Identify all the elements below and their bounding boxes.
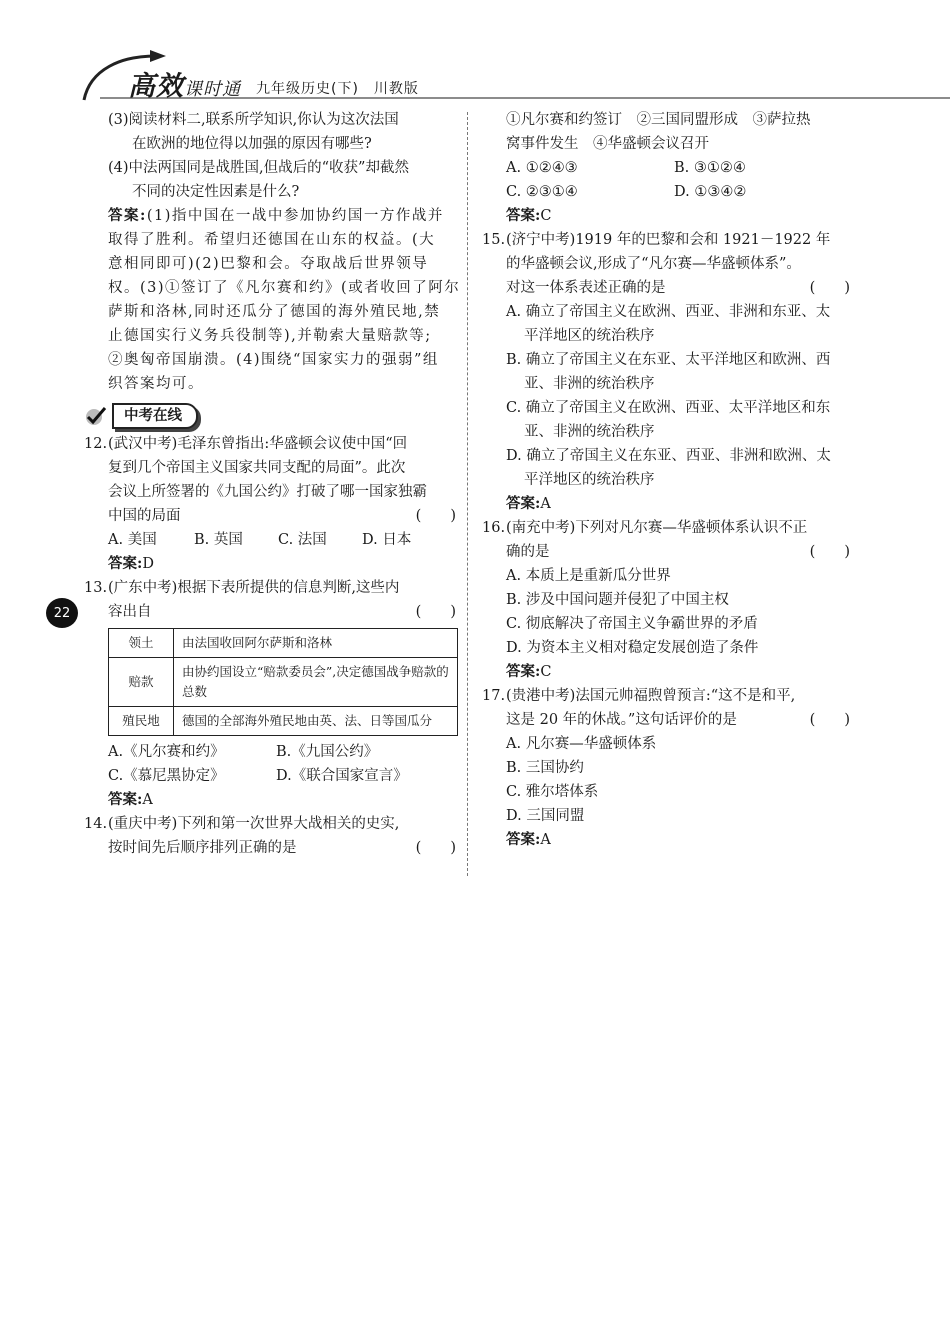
- option-line: A. 确立了帝国主义在欧洲、西亚、非洲和东亚、太: [506, 304, 831, 320]
- q4-line: 不同的决定性因素是什么?: [132, 184, 300, 200]
- question-line: [482, 708, 854, 732]
- question-text: (重庆中考)下列和第一次世界大战相关的史实,: [108, 816, 400, 832]
- question-line: [84, 432, 460, 456]
- answer-line: [482, 492, 854, 516]
- question-line: [84, 600, 460, 624]
- option: D. 日本: [362, 532, 412, 548]
- question-number: 17.: [482, 688, 506, 704]
- option-line: 亚、非洲的统治秩序: [524, 376, 655, 392]
- option-line: B. 三国协约: [506, 760, 584, 776]
- option-line: 平洋地区的统治秩序: [524, 328, 655, 344]
- question-number: 14.: [84, 816, 108, 832]
- answer-bracket: ( ): [809, 544, 850, 560]
- page-header: [0, 0, 950, 108]
- right-column: [482, 108, 854, 852]
- answer-bracket: ( ): [415, 840, 456, 856]
- option: B.《九国公约》: [276, 744, 379, 760]
- answer-bracket: ( ): [415, 508, 456, 524]
- options-row: [84, 740, 460, 764]
- option-line: A. 凡尔赛—华盛顿体系: [506, 736, 657, 752]
- answer-label: 答案:: [506, 831, 541, 848]
- answer-label: 答案:: [108, 791, 143, 808]
- options-row: [482, 156, 854, 180]
- answer-line: ②奥匈帝国崩溃。(4)围绕“国家实力的强弱”组: [108, 352, 439, 368]
- question-text: (南充中考)下列对凡尔赛—华盛顿体系认识不正: [506, 520, 808, 536]
- question-line: ①凡尔赛和约签订 ②三国同盟形成 ③萨拉热: [506, 112, 811, 128]
- question-text: 按时间先后顺序排列正确的是: [108, 840, 297, 856]
- question-line: [482, 684, 854, 708]
- answer-label: 答案:: [108, 207, 147, 224]
- option-line: 平洋地区的统治秩序: [524, 472, 655, 488]
- answer-text: (1)指中国在一战中参加协约国一方作战并: [146, 208, 444, 224]
- q3-line: (3)阅读材料二,联系所学知识,你认为这次法国: [108, 112, 399, 128]
- answer-line: 意相同即可)(2)巴黎和会。夺取战后世界领导: [108, 256, 429, 272]
- section-title: 中考在线: [112, 403, 198, 429]
- brand-main: 高效: [128, 71, 184, 102]
- answer-text: D: [142, 556, 154, 572]
- question-text: (广东中考)根据下表所提供的信息判断,这些内: [108, 580, 400, 596]
- option: A. ①②④③: [506, 160, 578, 176]
- answer-text: A: [540, 832, 551, 848]
- answer-line: 织答案均可。: [108, 376, 204, 392]
- option: B. 英国: [194, 532, 243, 548]
- option: D. ①③④②: [674, 184, 747, 200]
- option-line: C. 雅尔塔体系: [506, 784, 599, 800]
- answer-line: [482, 828, 854, 852]
- answer-line: 萨斯和洛林,同时还瓜分了德国的海外殖民地,禁: [108, 304, 441, 320]
- option-line: B. 确立了帝国主义在东亚、太平洋地区和欧洲、西: [506, 352, 831, 368]
- question-text: (济宁中考)1919 年的巴黎和会和 1921－1922 年: [506, 232, 831, 248]
- question-line: [482, 540, 854, 564]
- question-text: (贵港中考)法国元帅福煦曾预言:“这不是和平,: [506, 688, 796, 704]
- q4-line: (4)中法两国同是战胜国,但战后的“收获”却截然: [108, 160, 409, 176]
- answer-text: C: [540, 664, 552, 680]
- question-text: 这是 20 年的休战。”这句话评价的是: [506, 712, 737, 728]
- left-column: [84, 108, 460, 860]
- question-text: (武汉中考)毛泽东曾指出:华盛顿会议使中国“回: [108, 436, 408, 452]
- answer-label: 答案:: [506, 495, 541, 512]
- question-line: [482, 228, 854, 252]
- table-value: 由法国收回阿尔萨斯和洛林: [174, 629, 458, 658]
- option-line: C. 确立了帝国主义在欧洲、西亚、太平洋地区和东: [506, 400, 831, 416]
- option: C. 法国: [278, 532, 327, 548]
- answer-line: [482, 660, 854, 684]
- question-line: 的华盛顿会议,形成了“凡尔赛—华盛顿体系”。: [506, 256, 801, 272]
- book-subtitle: 九年级历史(下) 川教版: [256, 81, 419, 97]
- option: A.《凡尔赛和约》: [108, 744, 225, 760]
- answer-bracket: ( ): [809, 280, 850, 296]
- answer-line: 止德国实行义务兵役制等),并勒索大量赔款等;: [108, 328, 432, 344]
- option: A. 美国: [108, 532, 157, 548]
- answer-label: 答案:: [506, 663, 541, 680]
- question-text: 容出自: [108, 604, 152, 620]
- question-line: [482, 276, 854, 300]
- option: B. ③①②④: [674, 160, 746, 176]
- option-line: D. 为资本主义相对稳定发展创造了条件: [506, 640, 759, 656]
- question-number: 13.: [84, 580, 108, 596]
- question-number: 15.: [482, 232, 506, 248]
- page-number: 22: [46, 598, 78, 628]
- question-line: 会议上所签署的《九国公约》打破了哪一国家独霸: [108, 484, 427, 500]
- brand-small: 课时通: [184, 79, 241, 100]
- answer-text: C: [540, 208, 552, 224]
- answer-text: A: [142, 792, 153, 808]
- answer-bracket: ( ): [415, 604, 456, 620]
- table-key: 领土: [109, 629, 174, 658]
- brand-title: [128, 64, 241, 103]
- option-line: D. 确立了帝国主义在东亚、西亚、非洲和欧洲、太: [506, 448, 831, 464]
- question-line: 复到几个帝国主义国家共同支配的局面”。此次: [108, 460, 406, 476]
- option: C.《慕尼黑协定》: [108, 768, 225, 784]
- table-row: [109, 707, 458, 736]
- question-line: 窝事件发生 ④华盛顿会议召开: [506, 136, 709, 152]
- option: C. ②③①④: [506, 184, 578, 200]
- answer-line: [84, 788, 460, 812]
- question-line: [482, 516, 854, 540]
- option-line: C. 彻底解决了帝国主义争霸世界的矛盾: [506, 616, 758, 632]
- section-heading: [84, 402, 460, 430]
- column-divider: [467, 112, 468, 876]
- options-row: [482, 180, 854, 204]
- option-line: D. 三国同盟: [506, 808, 585, 824]
- option-line: B. 涉及中国问题并侵犯了中国主权: [506, 592, 729, 608]
- answer-line: 权。(3)①签订了《凡尔赛和约》(或者收回了阿尔: [108, 280, 461, 296]
- question-number: 12.: [84, 436, 108, 452]
- question-line: [84, 812, 460, 836]
- answer-line: [84, 204, 460, 228]
- question-text: 对这一体系表述正确的是: [506, 280, 666, 296]
- options-row: [84, 528, 460, 552]
- option-line: 亚、非洲的统治秩序: [524, 424, 655, 440]
- answer-label: 答案:: [108, 555, 143, 572]
- question-number: 16.: [482, 520, 506, 536]
- answer-text: A: [540, 496, 551, 512]
- check-icon: [84, 405, 108, 427]
- info-table: [108, 628, 458, 736]
- answer-line: [84, 552, 460, 576]
- option: D.《联合国家宣言》: [276, 768, 408, 784]
- question-line: [84, 576, 460, 600]
- answer-label: 答案:: [506, 207, 541, 224]
- table-row: [109, 629, 458, 658]
- table-key: 殖民地: [109, 707, 174, 736]
- table-row: [109, 658, 458, 707]
- answer-line: 取得了胜利。希望归还德国在山东的权益。(大: [108, 232, 436, 248]
- option-line: A. 本质上是重新瓜分世界: [506, 568, 671, 584]
- table-value: 德国的全部海外殖民地由英、法、日等国瓜分: [174, 707, 458, 736]
- answer-bracket: ( ): [809, 712, 850, 728]
- options-row: [84, 764, 460, 788]
- question-line: [84, 504, 460, 528]
- q3-line: 在欧洲的地位得以加强的原因有哪些?: [132, 136, 372, 152]
- answer-line: [482, 204, 854, 228]
- table-value: 由协约国设立“赔款委员会”,决定德国战争赔款的总数: [174, 658, 458, 707]
- question-line: [84, 836, 460, 860]
- table-key: 赔款: [109, 658, 174, 707]
- question-text: 中国的局面: [108, 508, 181, 524]
- question-text: 确的是: [506, 544, 550, 560]
